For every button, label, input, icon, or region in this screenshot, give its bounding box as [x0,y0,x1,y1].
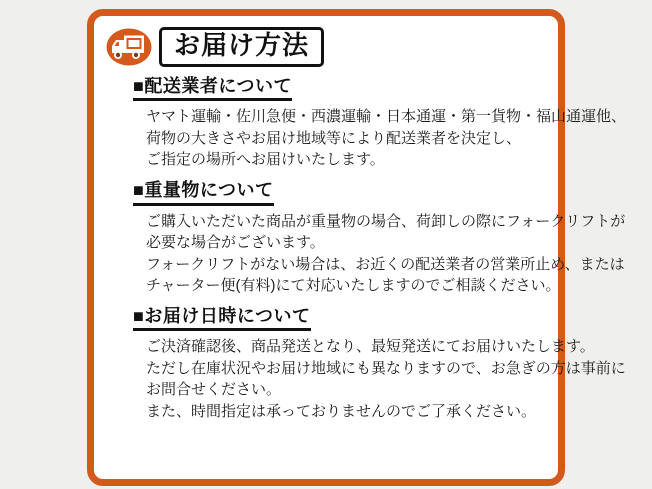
section-text-line: フォークリフトがない場合は、お近くの配送業者の営業所止め、または [146,255,625,273]
section-heading: ■配送業者について [133,76,292,102]
section-text-line: ヤマト運輸・佐川急便・西濃運輸・日本通運・第一貨物・福山通運他、 [146,108,627,126]
section-delivery-carriers [133,75,627,171]
section-heading: ■お届け日時について [133,306,311,332]
truck-icon [106,28,152,66]
section-text-line: 荷物の大きさやお届け地域等により配送業者を決定し、 [146,129,522,147]
sections [133,75,627,422]
section-text-line: チャーター便(有料)にて対応いたしますのでご相談ください。 [146,277,561,295]
section-text-line: ご決済確認後、商品発送となり、最短発送にてお届けいたします。 [146,338,595,356]
section-delivery-schedule [133,305,626,423]
section-text-line: お問合せください。 [146,381,282,399]
section-body [146,336,626,422]
panel-content [94,16,627,422]
section-body [146,211,626,297]
section-text-line: ご購入いただいた商品が重量物の場合、荷卸しの際にフォークリフトが [146,212,626,230]
header [106,27,544,67]
section-heading: ■重量物について [133,180,274,206]
section-text-line: また、時間指定は承っておりませんのでご了承ください。 [146,402,537,420]
page-title: お届け方法 [159,27,324,67]
section-heavy-items [133,179,626,297]
section-body [146,106,627,171]
delivery-info-panel [87,9,627,486]
section-text-line: ご指定の場所へお届けいたします。 [146,151,385,169]
section-text-line: ただし在庫状況やお届け地域にも異なりますので、お急ぎの方は事前に [146,359,626,377]
section-text-line: 必要な場合がございます。 [146,234,325,252]
